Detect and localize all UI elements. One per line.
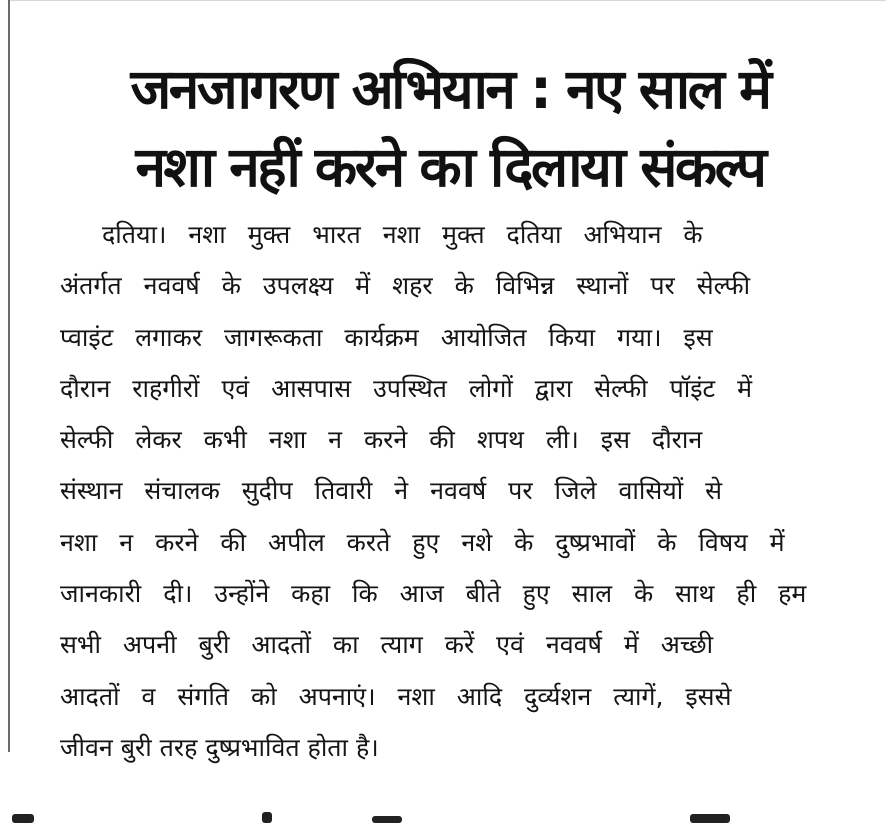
body-line-9: सभी अपनी बुरी आदतों का त्याग करें एवं नववर्ष में अच्छी	[60, 630, 714, 660]
body-line-8: जानकारी दी। उन्होंने कहा कि आज बीते हुए साल के साथ ही हम	[60, 579, 807, 609]
body-line-11: जीवन बुरी तरह दुष्प्रभावित होता है।	[60, 732, 379, 762]
headline-line-2: नशा नहीं करने का दिलाया संकल्प	[135, 135, 765, 199]
body-line-3: प्वाइंट लगाकर जागरूकता कार्यक्रम आयोजित किया गया। इस	[60, 322, 713, 352]
cropped-glyph	[12, 814, 34, 823]
top-border	[10, 0, 886, 1]
body-line-10: आदतों व संगति को अपनाएं। नशा आदि दुर्व्यशन त्यागें, इससे	[60, 681, 732, 711]
article-body	[60, 209, 830, 773]
body-line-5: सेल्फी लेकर कभी नशा न करने की शपथ ली। इस दौरान	[60, 425, 703, 455]
headline-line-1: जनजागरण अभियान : नए साल में	[130, 57, 770, 121]
cropped-glyph	[262, 812, 272, 823]
cropped-glyph	[372, 816, 402, 823]
body-line-2: अंतर्गत नववर्ष के उपलक्ष्य में शहर के विभिन्न स्थानों पर सेल्फी	[60, 271, 751, 301]
body-line-7: नशा न करने की अपील करते हुए नशे के दुष्प्रभावों के विषय में	[60, 527, 785, 557]
body-line-1: दतिया। नशा मुक्त भारत नशा मुक्त दतिया अभियान के	[102, 220, 703, 249]
cropped-next-article-edge	[0, 800, 886, 823]
body-line-4: दौरान राहगीरों एवं आसपास उपस्थित लोगों द्वारा सेल्फी पॉइंट में	[60, 373, 753, 403]
column-rule	[8, 0, 10, 752]
cropped-glyph	[690, 814, 730, 823]
article-headline	[40, 50, 860, 206]
body-line-6: संस्थान संचालक सुदीप तिवारी ने नववर्ष पर जिले वासियों से	[60, 476, 723, 506]
